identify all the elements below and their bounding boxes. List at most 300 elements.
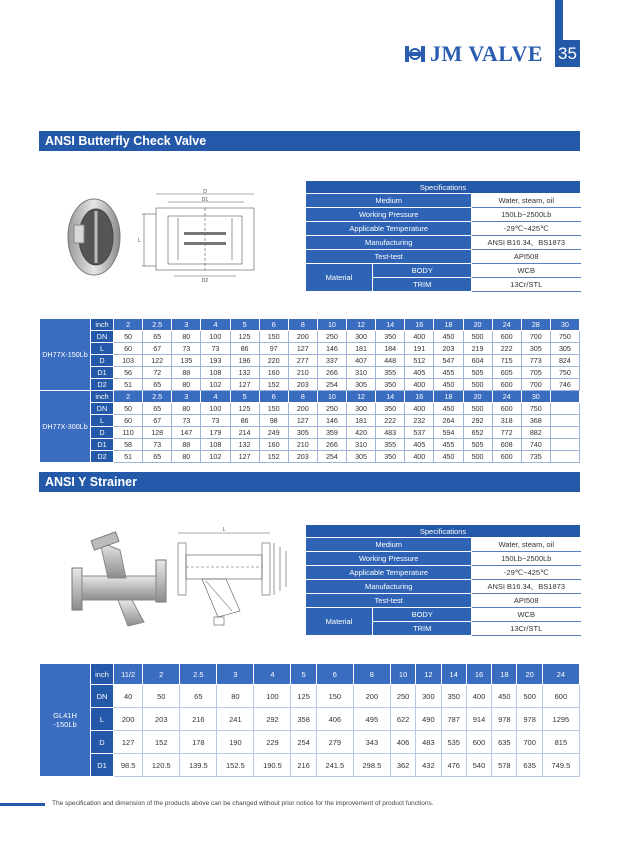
- value-cell: 310: [347, 367, 376, 379]
- value-cell: 65: [143, 331, 172, 343]
- table-row: [40, 451, 580, 463]
- inch-label: inch: [91, 319, 114, 331]
- spec-label: Manufacturing: [306, 236, 472, 250]
- value-cell: 65: [143, 403, 172, 415]
- value-cell: 505: [463, 367, 492, 379]
- inch-cell: 4: [201, 319, 230, 331]
- inch-cell: [550, 391, 579, 403]
- value-cell: [550, 439, 579, 451]
- value-cell: 978: [492, 708, 517, 731]
- value-cell: 298.5: [353, 754, 390, 777]
- table-row: [40, 403, 580, 415]
- value-cell: [550, 415, 579, 427]
- value-cell: 51: [114, 451, 143, 463]
- value-cell: 882: [521, 427, 550, 439]
- label-d2: D2: [201, 278, 209, 284]
- value-cell: 139.5: [180, 754, 217, 777]
- value-cell: 147: [172, 427, 201, 439]
- spec-table-strainer: [305, 524, 581, 636]
- value-cell: 600: [542, 685, 579, 708]
- value-cell: 98.5: [114, 754, 143, 777]
- dimension-table-strainer: [39, 663, 580, 777]
- value-cell: 73: [143, 439, 172, 451]
- value-cell: 80: [172, 451, 201, 463]
- inch-cell: 4: [254, 664, 291, 685]
- value-cell: 232: [405, 415, 434, 427]
- inch-row: [40, 664, 580, 685]
- value-cell: 60: [114, 415, 143, 427]
- value-cell: 191: [405, 343, 434, 355]
- spec-value: Water, steam, oil: [472, 538, 581, 552]
- value-cell: 359: [317, 427, 346, 439]
- value-cell: 300: [416, 685, 441, 708]
- value-cell: 350: [376, 451, 405, 463]
- value-cell: 978: [517, 708, 542, 731]
- value-cell: 700: [517, 731, 542, 754]
- value-cell: 292: [463, 415, 492, 427]
- value-cell: 476: [441, 754, 466, 777]
- value-cell: 146: [317, 343, 346, 355]
- spec-label: Test-test: [306, 594, 472, 608]
- value-cell: 455: [434, 439, 463, 451]
- value-cell: 432: [416, 754, 441, 777]
- section-butterfly-header: [39, 131, 580, 151]
- inch-cell: 4: [201, 391, 230, 403]
- value-cell: 229: [254, 731, 291, 754]
- value-cell: 219: [463, 343, 492, 355]
- inch-cell: 12: [416, 664, 441, 685]
- dimension-table-butterfly: [39, 318, 580, 463]
- value-cell: 750: [521, 403, 550, 415]
- value-cell: 100: [201, 403, 230, 415]
- value-cell: 56: [114, 367, 143, 379]
- value-cell: 355: [376, 439, 405, 451]
- spec-label: Applicable Temperature: [306, 222, 472, 236]
- value-cell: 222: [376, 415, 405, 427]
- spec-label: Working Pressure: [306, 552, 472, 566]
- value-cell: 500: [463, 379, 492, 391]
- value-cell: 67: [143, 415, 172, 427]
- value-cell: 622: [390, 708, 415, 731]
- value-cell: 122: [143, 355, 172, 367]
- row-label: D: [91, 355, 114, 367]
- value-cell: 450: [434, 403, 463, 415]
- value-cell: 500: [463, 331, 492, 343]
- value-cell: 368: [521, 415, 550, 427]
- value-cell: 600: [466, 731, 491, 754]
- table-row: [40, 427, 580, 439]
- value-cell: 254: [317, 379, 346, 391]
- value-cell: 40: [114, 685, 143, 708]
- value-cell: 181: [347, 343, 376, 355]
- value-cell: 100: [254, 685, 291, 708]
- value-cell: 125: [230, 331, 259, 343]
- value-cell: 50: [114, 403, 143, 415]
- value-cell: 700: [521, 331, 550, 343]
- value-cell: 210: [288, 367, 317, 379]
- inch-cell: 3: [172, 391, 201, 403]
- value-cell: 405: [405, 439, 434, 451]
- value-cell: 127: [114, 731, 143, 754]
- value-cell: 358: [291, 708, 316, 731]
- value-cell: 406: [316, 708, 353, 731]
- value-cell: 635: [517, 754, 542, 777]
- material-part: BODY: [373, 264, 472, 278]
- row-label: DN: [91, 403, 114, 415]
- value-cell: 80: [172, 379, 201, 391]
- value-cell: 51: [114, 379, 143, 391]
- value-cell: 214: [230, 427, 259, 439]
- value-cell: 773: [521, 355, 550, 367]
- value-cell: 824: [550, 355, 579, 367]
- inch-cell: 18: [434, 391, 463, 403]
- value-cell: 73: [201, 415, 230, 427]
- inch-cell: 10: [317, 391, 346, 403]
- spec-value: -29℃~425℃: [472, 566, 581, 580]
- value-cell: 450: [434, 331, 463, 343]
- value-cell: 604: [463, 355, 492, 367]
- butterfly-valve-photo: [62, 195, 122, 280]
- value-cell: 277: [288, 355, 317, 367]
- value-cell: 127: [230, 379, 259, 391]
- value-cell: 483: [416, 731, 441, 754]
- inch-cell: 5: [230, 319, 259, 331]
- value-cell: [550, 403, 579, 415]
- value-cell: 740: [521, 439, 550, 451]
- value-cell: 80: [172, 331, 201, 343]
- value-cell: 200: [114, 708, 143, 731]
- value-cell: 250: [317, 403, 346, 415]
- value-cell: 193: [201, 355, 230, 367]
- table-row: [40, 415, 580, 427]
- value-cell: 406: [390, 731, 415, 754]
- row-label: L: [91, 415, 114, 427]
- footer-note: The specification and dimension of the products above can be changed without prior notice for the improvement of product functions.: [52, 800, 434, 807]
- inch-cell: 16: [466, 664, 491, 685]
- value-cell: 178: [180, 731, 217, 754]
- inch-cell: 2.5: [143, 319, 172, 331]
- row-label: D1: [91, 367, 114, 379]
- value-cell: 490: [416, 708, 441, 731]
- row-label: D: [91, 731, 114, 754]
- material-part: TRIM: [373, 278, 472, 292]
- value-cell: 400: [405, 403, 434, 415]
- value-cell: 310: [347, 439, 376, 451]
- value-cell: 305: [347, 451, 376, 463]
- y-strainer-drawing: [170, 525, 300, 637]
- value-cell: 350: [376, 403, 405, 415]
- value-cell: 749.5: [542, 754, 579, 777]
- value-cell: 250: [390, 685, 415, 708]
- value-cell: 600: [492, 331, 521, 343]
- value-cell: 80: [217, 685, 254, 708]
- value-cell: 135: [172, 355, 201, 367]
- value-cell: 746: [550, 379, 579, 391]
- spec-label: Applicable Temperature: [306, 566, 472, 580]
- spec-label: Medium: [306, 538, 472, 552]
- value-cell: 715: [492, 355, 521, 367]
- value-cell: 249: [259, 427, 288, 439]
- section-title: ANSI Y Strainer: [45, 475, 137, 489]
- value-cell: 305: [347, 379, 376, 391]
- table-row: [40, 731, 580, 754]
- value-cell: 127: [230, 451, 259, 463]
- value-cell: 200: [353, 685, 390, 708]
- inch-cell: 28: [521, 319, 550, 331]
- table-row: [40, 708, 580, 731]
- spec-value: -29℃~425℃: [472, 222, 581, 236]
- value-cell: [550, 427, 579, 439]
- value-cell: 184: [376, 343, 405, 355]
- inch-cell: 18: [492, 664, 517, 685]
- value-cell: 200: [288, 331, 317, 343]
- inch-cell: 24: [492, 319, 521, 331]
- value-cell: 600: [492, 379, 521, 391]
- value-cell: 250: [317, 331, 346, 343]
- inch-cell: 2: [143, 664, 180, 685]
- value-cell: 181: [347, 415, 376, 427]
- value-cell: 125: [230, 403, 259, 415]
- label-l: L: [138, 238, 141, 244]
- inch-cell: 5: [230, 391, 259, 403]
- valve-logo-icon: [404, 43, 426, 65]
- value-cell: 80: [172, 403, 201, 415]
- value-cell: 150: [259, 331, 288, 343]
- value-cell: 450: [492, 685, 517, 708]
- value-cell: 196: [230, 355, 259, 367]
- material-label: Material: [306, 264, 373, 292]
- table-row: [40, 379, 580, 391]
- value-cell: 60: [114, 343, 143, 355]
- value-cell: 150: [259, 403, 288, 415]
- inch-cell: 5: [291, 664, 316, 685]
- inch-cell: 11/2: [114, 664, 143, 685]
- row-label: L: [91, 343, 114, 355]
- value-cell: 160: [259, 439, 288, 451]
- value-cell: 88: [172, 367, 201, 379]
- value-cell: 65: [143, 379, 172, 391]
- value-cell: 772: [492, 427, 521, 439]
- table-row: [40, 367, 580, 379]
- value-cell: 266: [317, 367, 346, 379]
- spec-value: ANSI B16.34、BS1873: [472, 580, 581, 594]
- value-cell: 103: [114, 355, 143, 367]
- value-cell: 305: [550, 343, 579, 355]
- inch-cell: 20: [517, 664, 542, 685]
- value-cell: 355: [376, 367, 405, 379]
- spec-label: Manufacturing: [306, 580, 472, 594]
- row-label: L: [91, 708, 114, 731]
- corner-bar: [555, 0, 563, 40]
- material-part: TRIM: [373, 622, 472, 636]
- row-label: D2: [91, 379, 114, 391]
- value-cell: 203: [288, 379, 317, 391]
- value-cell: 241: [217, 708, 254, 731]
- value-cell: [550, 451, 579, 463]
- table-row: [40, 355, 580, 367]
- value-cell: 500: [463, 451, 492, 463]
- value-cell: 152: [259, 379, 288, 391]
- spec-value: 150Lb~2500Lb: [472, 208, 581, 222]
- spec-table-butterfly: [305, 180, 581, 292]
- value-cell: 305: [288, 427, 317, 439]
- inch-cell: 12: [347, 391, 376, 403]
- inch-cell: 8: [288, 391, 317, 403]
- row-label: D2: [91, 451, 114, 463]
- value-cell: 547: [434, 355, 463, 367]
- inch-cell: 2: [114, 319, 143, 331]
- label-d1: D1: [201, 197, 209, 203]
- value-cell: 88: [172, 439, 201, 451]
- value-cell: 73: [201, 343, 230, 355]
- value-cell: 102: [201, 451, 230, 463]
- section-strainer-header: [39, 472, 580, 492]
- model-label: GL41H -150Lb: [40, 664, 91, 777]
- value-cell: 179: [201, 427, 230, 439]
- table-row: [40, 439, 580, 451]
- value-cell: 450: [434, 451, 463, 463]
- value-cell: 750: [550, 331, 579, 343]
- value-cell: 605: [492, 367, 521, 379]
- value-cell: 190: [217, 731, 254, 754]
- value-cell: 350: [441, 685, 466, 708]
- value-cell: 505: [463, 439, 492, 451]
- value-cell: 448: [376, 355, 405, 367]
- inch-cell: 24: [492, 391, 521, 403]
- inch-row: [40, 319, 580, 331]
- value-cell: 190.5: [254, 754, 291, 777]
- material-part: BODY: [373, 608, 472, 622]
- value-cell: 216: [180, 708, 217, 731]
- spec-title: Specifications: [306, 525, 581, 538]
- inch-cell: 6: [259, 391, 288, 403]
- model-label: DH77X-150Lb: [40, 319, 91, 391]
- value-cell: 350: [376, 379, 405, 391]
- value-cell: 400: [466, 685, 491, 708]
- value-cell: 73: [172, 415, 201, 427]
- value-cell: 65: [143, 451, 172, 463]
- inch-label: inch: [91, 664, 114, 685]
- value-cell: 815: [542, 731, 579, 754]
- value-cell: 203: [288, 451, 317, 463]
- inch-cell: 6: [259, 319, 288, 331]
- value-cell: 127: [288, 343, 317, 355]
- value-cell: 132: [230, 439, 259, 451]
- value-cell: 635: [492, 731, 517, 754]
- value-cell: 125: [291, 685, 316, 708]
- value-cell: 500: [463, 403, 492, 415]
- spec-label: Test-test: [306, 250, 472, 264]
- value-cell: 65: [180, 685, 217, 708]
- value-cell: 735: [521, 451, 550, 463]
- value-cell: 200: [288, 403, 317, 415]
- inch-cell: 24: [542, 664, 579, 685]
- row-label: D1: [91, 754, 114, 777]
- spec-value: API508: [472, 594, 581, 608]
- row-label: DN: [91, 331, 114, 343]
- label-d: D: [203, 189, 207, 195]
- material-value: WCB: [472, 608, 581, 622]
- value-cell: 362: [390, 754, 415, 777]
- value-cell: 254: [291, 731, 316, 754]
- value-cell: 108: [201, 439, 230, 451]
- value-cell: 72: [143, 367, 172, 379]
- value-cell: 127: [288, 415, 317, 427]
- inch-row: [40, 391, 580, 403]
- spec-label: Working Pressure: [306, 208, 472, 222]
- inch-cell: 14: [376, 391, 405, 403]
- inch-cell: 20: [463, 391, 492, 403]
- page-number: 35: [555, 40, 580, 67]
- value-cell: 407: [347, 355, 376, 367]
- value-cell: 120.5: [143, 754, 180, 777]
- value-cell: 500: [517, 685, 542, 708]
- value-cell: 210: [288, 439, 317, 451]
- material-value: 13Cr/STL: [472, 278, 581, 292]
- value-cell: 540: [466, 754, 491, 777]
- inch-cell: 8: [288, 319, 317, 331]
- value-cell: 343: [353, 731, 390, 754]
- inch-cell: 14: [376, 319, 405, 331]
- value-cell: 608: [492, 439, 521, 451]
- inch-cell: 18: [434, 319, 463, 331]
- butterfly-valve-drawing: [126, 188, 278, 284]
- value-cell: 216: [291, 754, 316, 777]
- value-cell: 578: [492, 754, 517, 777]
- value-cell: 110: [114, 427, 143, 439]
- value-cell: 600: [492, 451, 521, 463]
- inch-cell: 20: [463, 319, 492, 331]
- spec-value: ANSI B16.34、BS1873: [472, 236, 581, 250]
- value-cell: 495: [353, 708, 390, 731]
- value-cell: 787: [441, 708, 466, 731]
- value-cell: 203: [143, 708, 180, 731]
- value-cell: 150: [316, 685, 353, 708]
- footer-line: [0, 803, 45, 806]
- value-cell: 400: [405, 331, 434, 343]
- brand-logo: [404, 40, 543, 67]
- inch-cell: 6: [316, 664, 353, 685]
- value-cell: 400: [405, 451, 434, 463]
- inch-cell: 14: [441, 664, 466, 685]
- value-cell: 58: [114, 439, 143, 451]
- value-cell: 86: [230, 415, 259, 427]
- value-cell: 152: [259, 451, 288, 463]
- inch-cell: 16: [405, 319, 434, 331]
- material-value: 13Cr/STL: [472, 622, 581, 636]
- value-cell: 279: [316, 731, 353, 754]
- spec-label: Medium: [306, 194, 472, 208]
- value-cell: 97: [259, 343, 288, 355]
- inch-cell: 30: [550, 319, 579, 331]
- spec-title: Specifications: [306, 181, 581, 194]
- inch-cell: 10: [390, 664, 415, 685]
- value-cell: 108: [201, 367, 230, 379]
- value-cell: 102: [201, 379, 230, 391]
- spec-value: Water, steam, oil: [472, 194, 581, 208]
- value-cell: 241.5: [316, 754, 353, 777]
- y-strainer-photo: [70, 530, 170, 630]
- value-cell: 254: [317, 451, 346, 463]
- value-cell: 705: [521, 367, 550, 379]
- value-cell: 350: [376, 331, 405, 343]
- value-cell: 405: [405, 367, 434, 379]
- value-cell: 1295: [542, 708, 579, 731]
- value-cell: 455: [434, 367, 463, 379]
- value-cell: 420: [347, 427, 376, 439]
- inch-label: inch: [91, 391, 114, 403]
- value-cell: 67: [143, 343, 172, 355]
